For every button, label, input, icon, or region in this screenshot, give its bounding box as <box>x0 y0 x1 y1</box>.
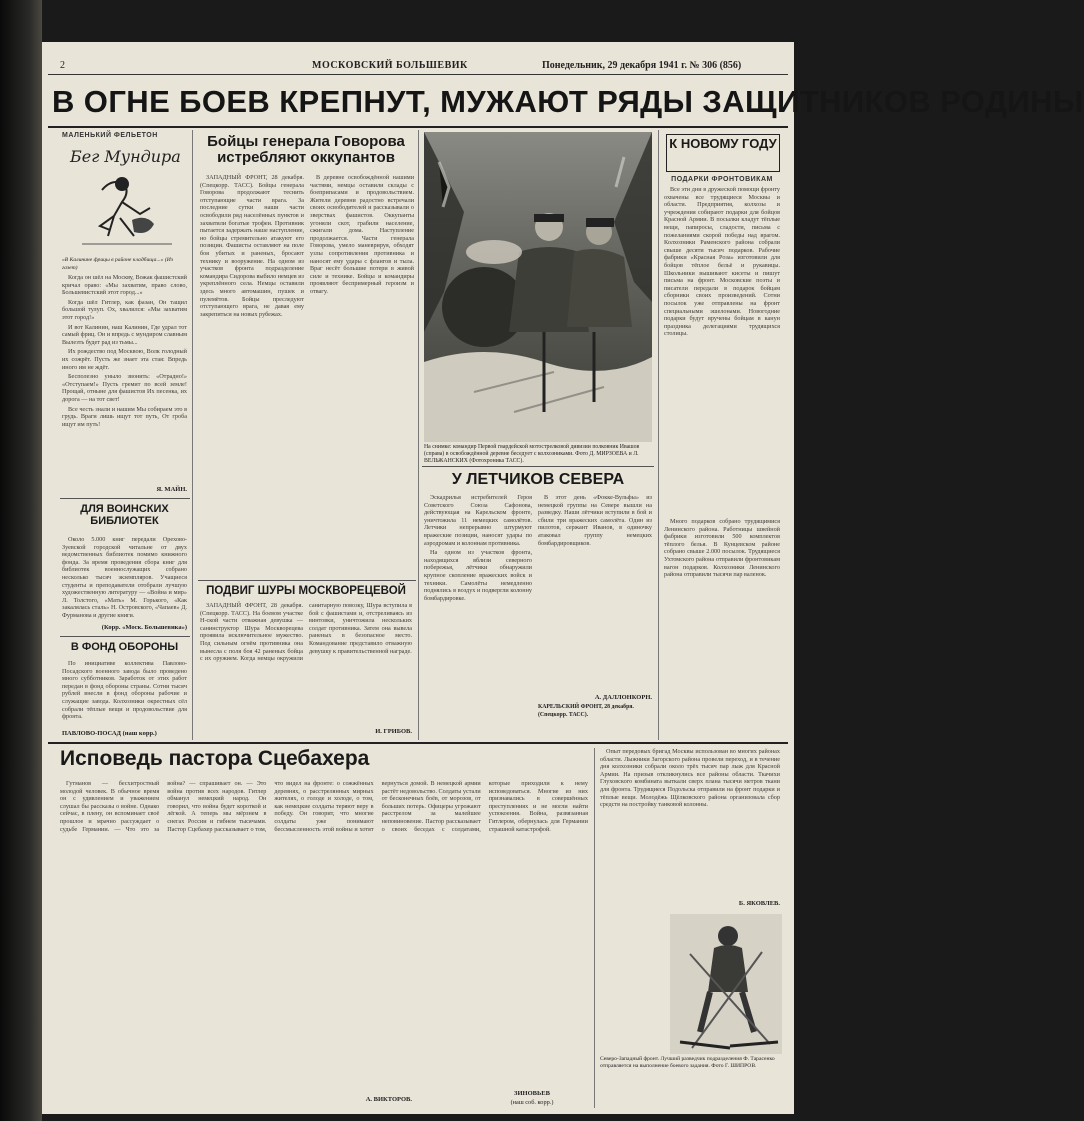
rule <box>60 498 190 499</box>
issue-date: Понедельник, 29 декабря 1941 г. № 306 (856) <box>542 60 742 71</box>
scout-photo-caption: Северо-Западный фронт. Лучший разведчик подразделения Ф. Тарасенко отправляется на выполнение боевого задания. Фото Г. ШИПРОВ. <box>600 1056 775 1069</box>
feuilleton-epigraph: «В Калинине фрицы в районе кладбища...» (Из газет) <box>62 257 173 271</box>
bottom-center-signature: ЗИНОВЬЕВ <box>514 1090 550 1097</box>
libraries-body <box>62 536 187 622</box>
north-pilots-paragraph: На одном из участков фронта, находящихся вблизи северного побережья, лётчики обнаружили крупное скопление вражеских войск и техники. Самолёты немедленно поднялись в воздух и подвергли колонну бомбардировке. <box>424 549 532 602</box>
rule <box>198 580 416 581</box>
feuilleton-drawing <box>62 140 187 255</box>
bottom-right-body <box>600 748 780 898</box>
feuilleton-signature: Я. МАЙН. <box>156 486 187 493</box>
rule <box>60 636 190 637</box>
page-number: 2 <box>60 60 65 71</box>
feuilleton-stanza: Когда он шёл на Москву, Вожак фашистский кричал ораво: «Мы захватим, право слово, Большевистский этот город...» <box>62 274 187 297</box>
govorov-body-left <box>200 174 304 574</box>
bottom-right-paragraph: Опыт передовых бригад Москвы использован во многих районах области. Лыжники Загорского района провели переход, и в течение дня колхозники собрали около трёх тысяч пар лыж для Красной Армии. На призыв откликнулись все районы области. Ткачихи Глуховского комбината выткали сверх плана тысячи метров ткани для фронта. Трудящиеся Подольска отправили на фронт подарки и тёплые вещи. Молодёжь Щёлковского района организовала сбор средств на постройку танковой колонны. <box>600 748 780 809</box>
bottom-center-byline: (наш соб. корр.) <box>510 1099 554 1106</box>
column-rule <box>658 130 659 740</box>
north-pilots-paragraph: В этот день «Фокке-Вульфы» из немецкой группы на Севере вышли на разведку. Наши лётчики вступили в бой и сбили три вражеских самолёта. Один из пилотов, сержант Иванов, в одиночку атаковал группу немецких бомбардировщиков. <box>538 494 652 547</box>
defense-fund-paragraph: По инициативе коллектива Павлово-Посадского военного завода было проведено много субботников. Заработок от этих работ передан в фонд обороны страны. Сотни тысяч рублей внесли в фонд обороны рабочие и служащие завода. Колхозники окрестных сёл собрали тёплые вещи и продовольствие для фронта. <box>62 660 187 721</box>
govorov-heading: Бойцы генерала Говорова истребляют оккупантов <box>207 133 405 166</box>
north-pilots-paragraph: Эскадрилья истребителей Героя Советского Союза Сафонова, действующая на Карельском фронте, уничтожила 11 немецких самолётов. Летчики непрерывно штурмуют вражеские позиции, наносят удары по аэродромам и колоннам противника. <box>424 494 532 547</box>
defense-fund-body <box>62 660 187 728</box>
feuilleton-stanza: Бесполезно уныло звонить: «Отрадно!» «Отступаем!» Пусть гремит по всей земле! Прощай, отныне для фашистов Их песенка, их дорога — на тот свет! <box>62 373 187 403</box>
feuilleton-stanza: И вот Калинин, наш Калинин, Где удрал тот самый фриц. Он и впредь с мундиром славным Вылезть будет рад из тьмы... <box>62 323 187 346</box>
govorov-body-right <box>310 174 414 574</box>
defense-fund-heading: В ФОНД ОБОРОНЫ <box>70 641 179 653</box>
north-pilots-signature: А. ДАЛЛОНКОРН. <box>594 694 652 701</box>
masthead: МОСКОВСКИЙ БОЛЬШЕВИК <box>312 60 468 71</box>
section-rule <box>48 742 788 744</box>
feuilleton-body <box>62 274 187 484</box>
new-year-paragraph: Много подарков собрано трудящимися Ленинского района. Работницы швейной фабрики изготовили 500 комплектов тёплого белья. В Кунцевском районе собрано свыше 2.000 посылок. Трудящиеся Ухтомского района отправили фронтовикам вагон подарков. Колхозники Ленинского района отправили тысячи пар валенок. <box>664 518 780 579</box>
feuilleton-stanza: Их рождество под Москвою, Волк голодный их сожрёт. Пусть же знает эта стая: Впредь иного им не ждёт. <box>62 348 187 371</box>
new-year-box: К НОВОМУ ГОДУ <box>666 134 780 172</box>
pastor-signature: А. ВИКТОРОВ. <box>365 1096 412 1103</box>
moskvoretsky-heading: ПОДВИГ ШУРЫ МОСКВОРЕЦЕВОЙ <box>206 585 406 597</box>
new-year-subhead: ПОДАРКИ ФРОНТОВИКАМ <box>671 176 773 183</box>
feuilleton-stanza: Все честь знали и нашим Мы собираем это в грудь. Враги лишь ищут тот путь, От гроба ищут им путь! <box>62 405 187 428</box>
feuilleton-stanza: Когда шёл Гитлер, как фазан, Он тащил большой тулуп. Ох, хвалился: «Мы захватим этот город!» <box>62 298 187 321</box>
column-rule <box>594 748 595 1108</box>
new-year-body-2 <box>664 518 780 736</box>
moskvoretsky-body <box>200 602 412 726</box>
pastor-body <box>60 780 588 1092</box>
moskvoretsky-signature: И. ГРИБОВ. <box>375 728 412 735</box>
north-pilots-heading: У ЛЕТЧИКОВ СЕВЕРА <box>451 471 625 488</box>
new-year-body <box>664 186 780 516</box>
north-pilots-col2 <box>538 494 652 690</box>
bottom-right-signature: Б. ЯКОВЛЕВ. <box>738 900 780 907</box>
feuilleton-kicker: МАЛЕНЬКИЙ ФЕЛЬЕТОН <box>62 132 158 139</box>
page-banner: В ОГНЕ БОЕВ КРЕПНУТ, МУЖАЮТ РЯДЫ ЗАЩИТНИКОВ РОДИНЫ <box>52 84 1084 119</box>
binding-edge <box>0 0 42 1121</box>
govorov-paragraph: ЗАПАДНЫЙ ФРОНТ, 28 декабря. (Спецкорр. ТАСС). Бойцы генерала Говорова продолжают теснить отступающие части врага. За последние сутки наши части освободили ряд населённых пунктов и захватили богатые трофеи. Противник пытается задержать наше наступление, но бойцы стремительно атакуют его позиции. Фашисты оставляют на поле боя убитых и раненых, бросают технику и вооружение. На одном из участков фронта подразделение командира Сидорова выбило немцев из укреплённого села. Немцы оставили здесь много автомашин, пушек и пулемётов. Бойцы преследуют отступающего врага, не давая ему закрепиться на новых рубежах. <box>200 174 304 318</box>
rule <box>422 466 654 467</box>
pastor-heading: Исповедь пастора Сцебахера <box>60 747 370 770</box>
new-year-paragraph: Все эти дни в дружеской помощи фронту охвачены все трудящиеся Москвы и области. Предприятия, колхозы и учреждения собирают подарки для бойцов Красной Армии. В посылки кладут тёплые вещи, папиросы, сладости, письма с пожеланиями скорой победы над врагом. Колхозники Раменского района собрали свыше десяти тысяч подарков. Рабочие фабрики «Красная Роза» изготовили для бойцов тёплое бельё и рукавицы. Школьники вышивают кисеты и пишут письма на фронт. Московские поэты и писатели передали в подарок бойцам сборники своих произведений. Сотни посылок уже отправлены на фронт специальными эшелонами. Новогодние подарки будут вручены бойцам в канун праздника делегациями трудящихся столицы. <box>664 186 780 338</box>
column-rule <box>192 130 193 740</box>
moskvoretsky-paragraph: ЗАПАДНЫЙ ФРОНТ, 28 декабря. (Спецкорр. ТАСС). На боевом участке Н-ской части отважная девушка — санинструктор Шура Москворецева проявила исключительное мужество. Под сильным огнём противника она вынесла с поля боя 42 раненых бойца с их оружием. Когда немцы окружили санитарную повозку, Шура вступила в бой с фашистами и, отстреливаясь из винтовки, уничтожила нескольких солдат противника. Затем она вывела раненых в безопасное место. Командование представило отважную девушку к правительственной награде. <box>200 602 412 663</box>
main-photo-caption: На снимке: командир Первой гвардейской мотострелковой дивизии полковник Ивашов (справа) в освобождённой деревне беседует с колхозниками. Фото Д. МИРЗОЕВА и Л. ВЕЛЬЖАНСКИХ (Фотохроника ТАСС). <box>424 444 640 464</box>
libraries-signature: (Корр. «Моск. Большевика») <box>101 624 187 631</box>
north-pilots-col1 <box>424 494 532 726</box>
defense-fund-signature: ПАВЛОВО-ПОСАД (наш корр.) <box>62 730 157 737</box>
north-pilots-byline: КАРЕЛЬСКИЙ ФРОНТ, 28 декабря. (Спецкорр. ТАСС). <box>538 704 634 718</box>
column-rule <box>418 130 419 740</box>
libraries-heading: ДЛЯ ВОИНСКИХ БИБЛИОТЕК <box>80 503 169 527</box>
scout-photo <box>670 914 782 1054</box>
drawing-title: Бег Мундира <box>70 147 181 166</box>
libraries-paragraph: Около 5.000 книг передали Орехово-Зуевской городской читальне от двух ведомственных библиотек помимо книжного фонда. За время проведения сбора книг для библиотек военнослужащих собрано несколько тысяч экземпляров. Учащиеся студенты и преподаватели отобрали лучшую художественную литературу — «Война и мир» Л. Толстого, «Мать» М. Горького, «Как закалялась сталь» Н. Островского, «Чапаев» Д. Фурманова и другие книги. <box>62 536 187 619</box>
main-photo <box>424 132 652 442</box>
pastor-paragraph: Гутманов — бесхитростный молодой человек. В обычное время он с удивлением и уважением слушал бы рассказы о войне. Однако сейчас, в плену, он вспоминает своё прошлое и мрачно рассуждает о судьбе Германии. — Что это за война? — спрашивает он. — Это война против всех народов. Гитлер обманул немецкий народ. Он говорил, что война будет короткой и лёгкой. А теперь мы мёрзнем в снегах России и гибнем тысячами. Пастор Сцебахер рассказывает о том, что видел на фронте: о сожжённых деревнях, о расстрелянных мирных жителях, о голоде и холоде, о том, как немецкие солдаты теряют веру в победу. Он говорит, что многие солдаты уже понимают бессмысленность этой войны и хотят вернуться домой. В немецкой армии растёт недовольство. Солдаты устали от бесконечных боёв, от морозов, от больших потерь. Офицеры угрожают расстрелом за малейшее неповиновение. Пастор рассказывает о своих беседах с солдатами, которые приходили к нему исповедоваться. Многие из них признавались в совершённых преступлениях и не могли найти успокоения. Война, развязанная Гитлером, обернулась для Германии страшной катастрофой. <box>60 780 588 833</box>
newspaper-page <box>42 42 1084 1114</box>
banner-rule <box>48 126 788 128</box>
header-rule <box>48 74 788 75</box>
govorov-paragraph: В деревне освобождённой нашими частями, немцы оставили склады с боеприпасами и продовольствием. Жители деревни радостно встречали своих освободителей и рассказывали о зверствах фашистов. Оккупанты угоняли скот, грабили население, сжигали дома. Наступление продолжается. Части генерала Говорова, умело маневрируя, обходят узлы сопротивления противника и наносят ему удары с флангов и тыла. Враг несёт большие потери в живой силе и технике. Бойцы и командиры проявляют беспримерный героизм и отвагу. <box>310 174 414 295</box>
